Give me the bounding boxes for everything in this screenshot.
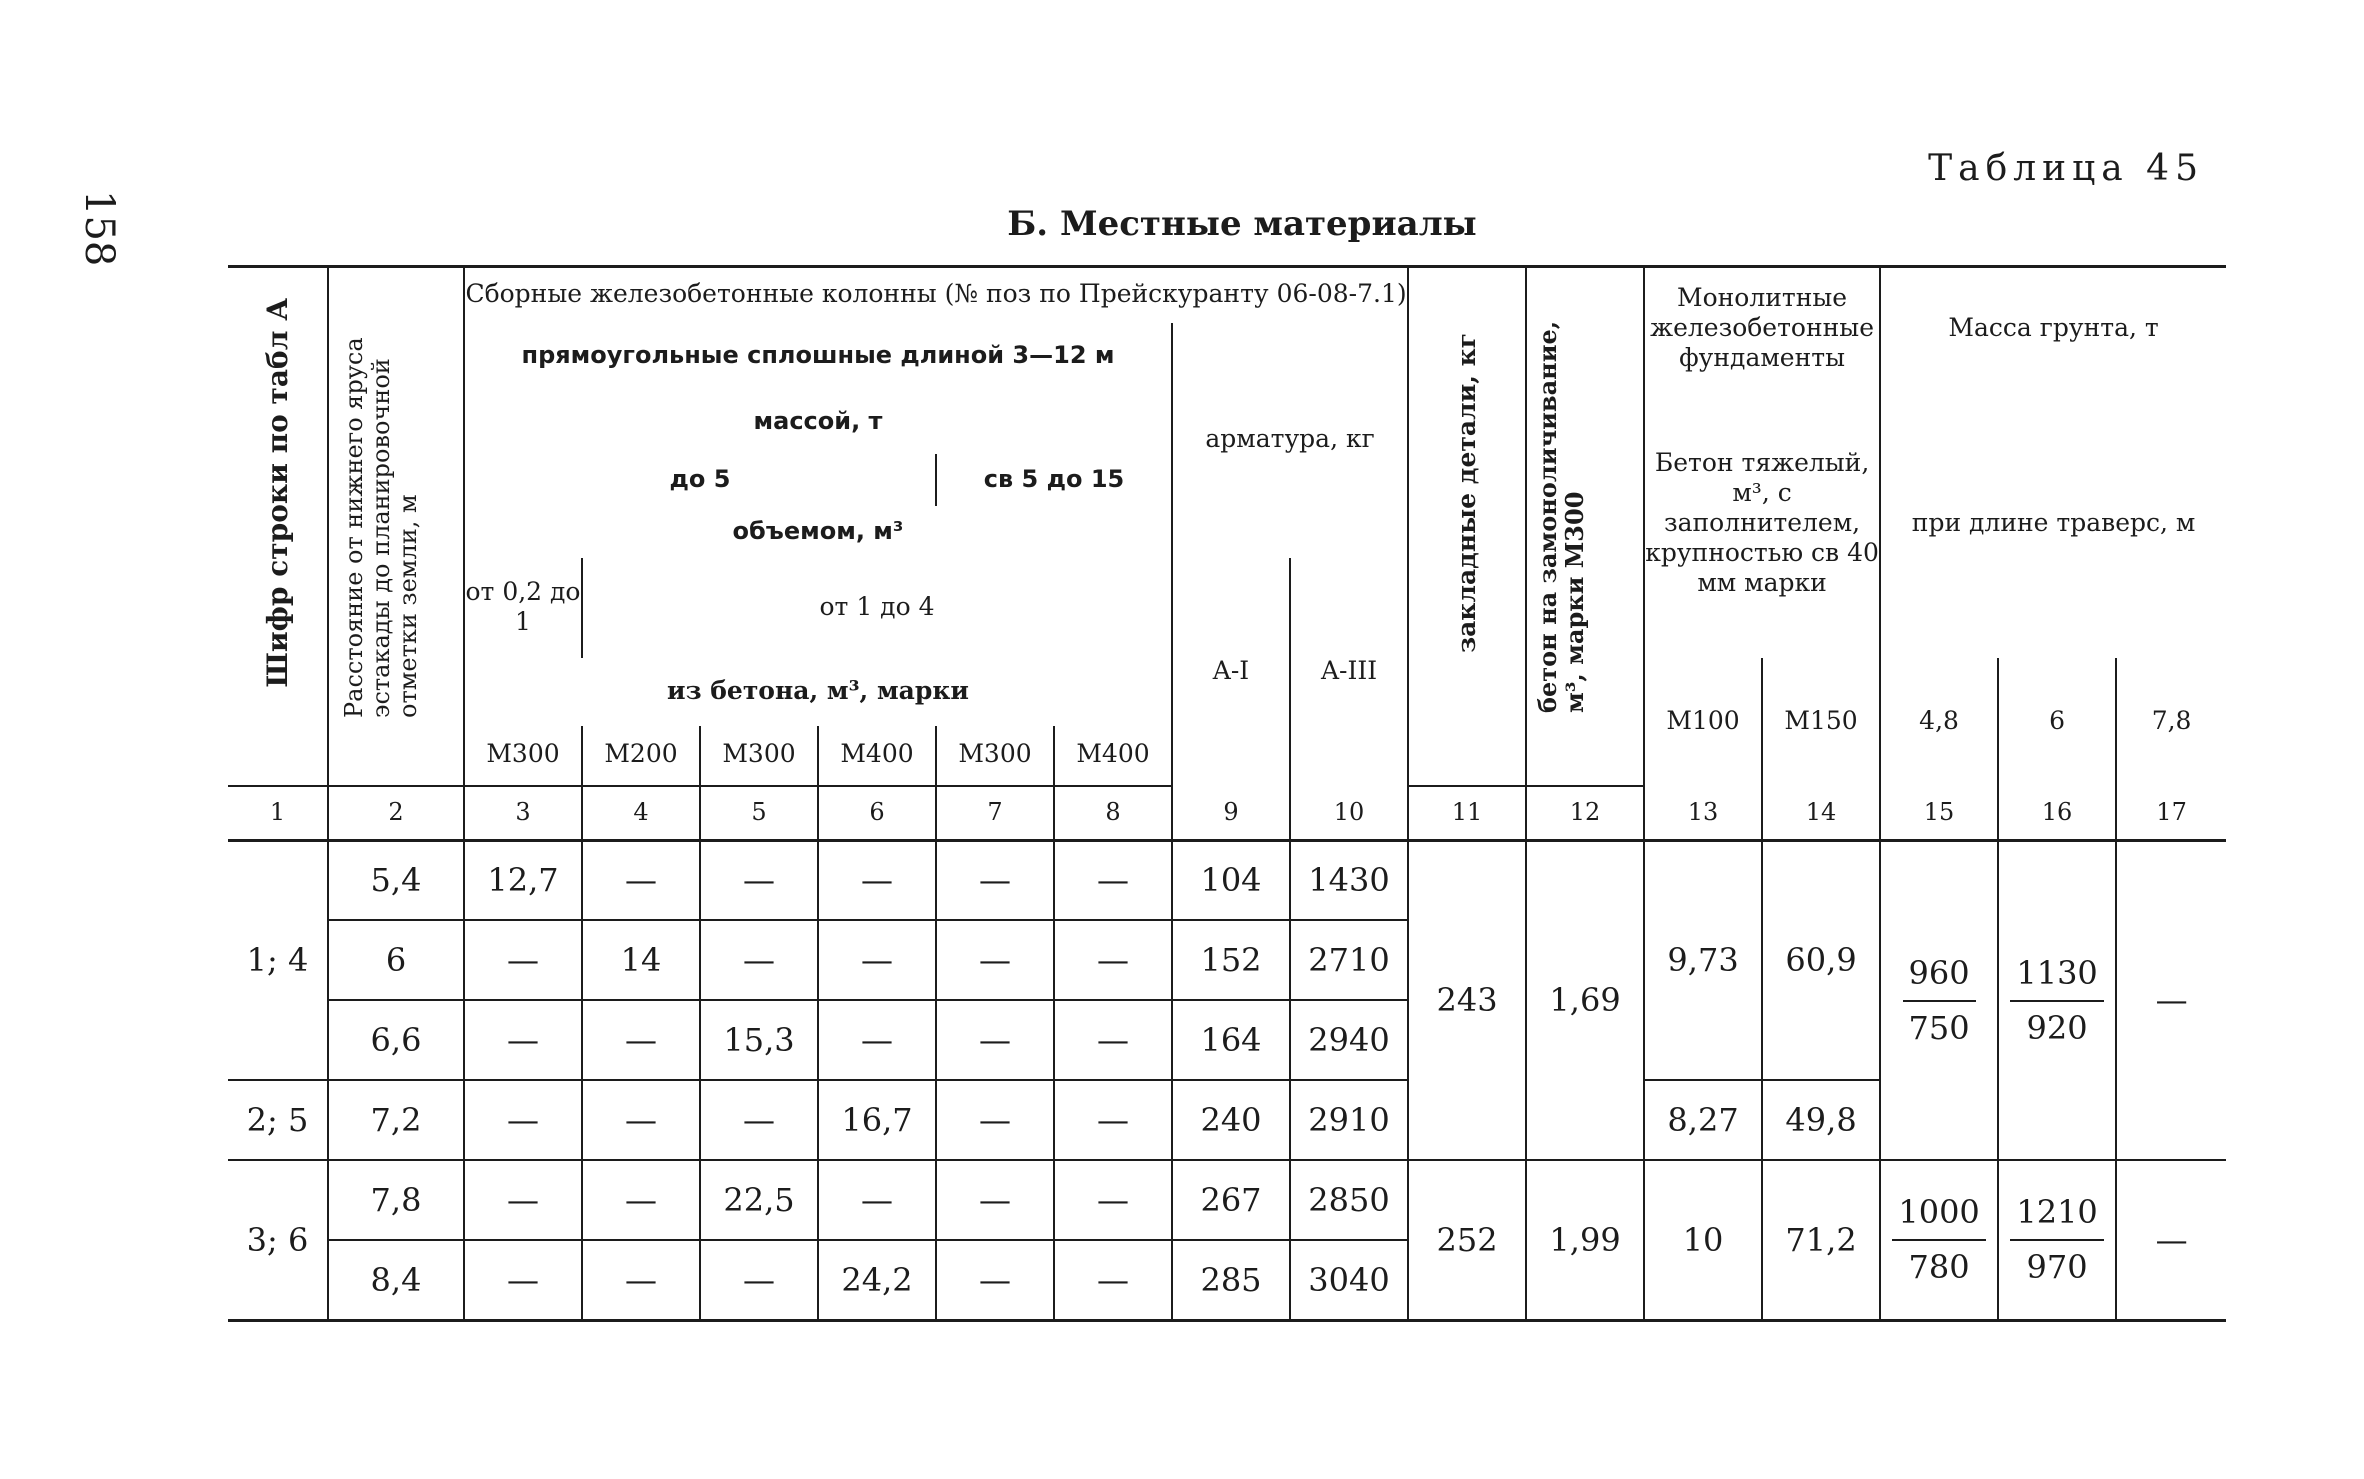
header-from1to4: от 1 до 4 — [582, 558, 1172, 658]
soil-78-cell: — — [2116, 1160, 2226, 1320]
soil-fraction: $\frac{1210}{970}$ — [2010, 1194, 2103, 1286]
value-cell: — — [1054, 1080, 1172, 1160]
value-cell: — — [464, 1240, 582, 1320]
value-cell: — — [582, 1080, 700, 1160]
column-number: 3 — [464, 786, 582, 841]
header-row-code: Шифр строки по табл А — [228, 267, 328, 726]
value-cell: — — [1054, 1000, 1172, 1080]
header-traverse-48: 4,8 — [1880, 658, 1998, 786]
column-number: 8 — [1054, 786, 1172, 841]
header-concrete-grade: из бетона, м³, марки — [464, 658, 1172, 726]
m150-cell: 60,9 — [1762, 840, 1880, 1080]
header-soil-mass: Масса грунта, т — [1880, 267, 2226, 391]
soil-48-cell — [1880, 840, 1998, 1160]
embedded-cell: 252 — [1408, 1160, 1526, 1320]
header-volume: объемом, м³ — [464, 506, 1172, 558]
column-number: 12 — [1526, 786, 1644, 841]
header-grade: М300 — [700, 726, 818, 786]
rebar-a1-cell: 267 — [1172, 1160, 1290, 1240]
rebar-a1-cell: 240 — [1172, 1080, 1290, 1160]
column-number: 11 — [1408, 786, 1526, 841]
column-number: 6 — [818, 786, 936, 841]
embedded-cell: 243 — [1408, 840, 1526, 1160]
value-cell: — — [936, 1000, 1054, 1080]
header-grade: М400 — [818, 726, 936, 786]
value-cell: — — [464, 1080, 582, 1160]
value-cell: — — [818, 840, 936, 920]
group-code: 2; 5 — [228, 1080, 328, 1160]
header-from02to1: от 0,2 до 1 — [464, 558, 582, 658]
column-number: 7 — [936, 786, 1054, 841]
header-columns-group: Сборные железобетонные колонны (№ поз по Прейскуранту 06-08-7.1) — [464, 267, 1408, 323]
soil-6-cell — [1998, 1160, 2116, 1320]
header-spacer — [228, 726, 328, 786]
value-cell: — — [464, 1000, 582, 1080]
header-upto5: до 5 — [464, 454, 936, 506]
value-cell: — — [936, 920, 1054, 1000]
value-cell: 14 — [582, 920, 700, 1000]
header-grade: М300 — [464, 726, 582, 786]
soil-6-cell — [1998, 840, 2116, 1160]
column-number: 2 — [328, 786, 464, 841]
header-grade: М400 — [1054, 726, 1172, 786]
header-spacer — [328, 726, 464, 786]
column-number: 9 — [1172, 786, 1290, 841]
value-cell: 22,5 — [700, 1160, 818, 1240]
value-cell: — — [1054, 840, 1172, 920]
header-heavy-concrete: Бетон тяжелый, м³, с заполнителем, крупностью св 40 мм марки — [1644, 390, 1880, 658]
value-cell: — — [700, 1080, 818, 1160]
column-number: 17 — [2116, 786, 2226, 841]
value-cell: — — [818, 1000, 936, 1080]
value-cell: — — [936, 1160, 1054, 1240]
table-label: Таблица 45 — [1928, 148, 2204, 189]
distance-cell: 6 — [328, 920, 464, 1000]
header-from5to15: св 5 до 15 — [936, 454, 1172, 506]
header-a3: A-III — [1290, 558, 1408, 786]
value-cell: — — [700, 1240, 818, 1320]
header-monolith-concrete: бетон на замоноличивание, м³, марки М300 — [1526, 267, 1644, 726]
soil-fraction: $\frac{1000}{780}$ — [1892, 1194, 1985, 1286]
header-traverse-78: 7,8 — [2116, 658, 2226, 786]
page-number: 158 — [76, 190, 122, 267]
header-foundations: Монолитные железобетонные фундаменты — [1644, 267, 1880, 391]
soil-fraction: $\frac{960}{750}$ — [1903, 955, 1976, 1047]
column-number: 15 — [1880, 786, 1998, 841]
header-grade-m150: М150 — [1762, 658, 1880, 786]
rebar-a3-cell: 3040 — [1290, 1240, 1408, 1320]
header-distance: Расстояние от нижнего яруса эстакады до планировочной отметки земли, м — [328, 267, 464, 726]
m100-cell: 8,27 — [1644, 1080, 1762, 1160]
soil-fraction: $\frac{1130}{920}$ — [2010, 955, 2103, 1047]
section-title: Б. Местные материалы — [1007, 204, 1477, 244]
header-a1: A-I — [1172, 558, 1290, 786]
column-number: 14 — [1762, 786, 1880, 841]
rebar-a3-cell: 2910 — [1290, 1080, 1408, 1160]
value-cell: — — [582, 1160, 700, 1240]
m150-cell: 49,8 — [1762, 1080, 1880, 1160]
distance-cell: 5,4 — [328, 840, 464, 920]
header-rect: прямоугольные сплошные длиной 3—12 м — [464, 323, 1172, 391]
column-number: 13 — [1644, 786, 1762, 841]
value-cell: — — [936, 1240, 1054, 1320]
header-rebar: арматура, кг — [1172, 323, 1408, 559]
rebar-a3-cell: 1430 — [1290, 840, 1408, 920]
rebar-a1-cell: 164 — [1172, 1000, 1290, 1080]
value-cell: — — [582, 1000, 700, 1080]
rebar-a1-cell: 285 — [1172, 1240, 1290, 1320]
column-number: 4 — [582, 786, 700, 841]
materials-table — [228, 265, 2226, 1322]
header-spacer — [1526, 726, 1644, 786]
rebar-a1-cell: 104 — [1172, 840, 1290, 920]
value-cell: — — [936, 840, 1054, 920]
group-code: 3; 6 — [228, 1160, 328, 1320]
rebar-a3-cell: 2850 — [1290, 1160, 1408, 1240]
value-cell: — — [936, 1080, 1054, 1160]
header-embedded: закладные детали, кг — [1408, 267, 1526, 726]
value-cell: — — [700, 840, 818, 920]
value-cell: 12,7 — [464, 840, 582, 920]
value-cell: 24,2 — [818, 1240, 936, 1320]
group-code: 1; 4 — [228, 840, 328, 1080]
column-number: 10 — [1290, 786, 1408, 841]
value-cell: — — [1054, 920, 1172, 1000]
distance-cell: 6,6 — [328, 1000, 464, 1080]
header-traverse-6: 6 — [1998, 658, 2116, 786]
column-number: 5 — [700, 786, 818, 841]
distance-cell: 7,8 — [328, 1160, 464, 1240]
distance-cell: 8,4 — [328, 1240, 464, 1320]
soil-78-cell: — — [2116, 840, 2226, 1160]
column-number: 16 — [1998, 786, 2116, 841]
value-cell: — — [464, 920, 582, 1000]
m150-cell: 71,2 — [1762, 1160, 1880, 1320]
rebar-a1-cell: 152 — [1172, 920, 1290, 1000]
value-cell: 15,3 — [700, 1000, 818, 1080]
value-cell: — — [582, 1240, 700, 1320]
column-number: 1 — [228, 786, 328, 841]
m100-cell: 10 — [1644, 1160, 1762, 1320]
value-cell: 16,7 — [818, 1080, 936, 1160]
monolith-cell: 1,99 — [1526, 1160, 1644, 1320]
distance-cell: 7,2 — [328, 1080, 464, 1160]
header-grade: М300 — [936, 726, 1054, 786]
value-cell: — — [700, 920, 818, 1000]
header-grade-m100: М100 — [1644, 658, 1762, 786]
header-mass: массой, т — [464, 390, 1172, 454]
rebar-a3-cell: 2710 — [1290, 920, 1408, 1000]
rebar-a3-cell: 2940 — [1290, 1000, 1408, 1080]
header-traverse-length: при длине траверс, м — [1880, 390, 2226, 658]
value-cell: — — [818, 920, 936, 1000]
m100-cell: 9,73 — [1644, 840, 1762, 1080]
value-cell: — — [1054, 1160, 1172, 1240]
value-cell: — — [818, 1160, 936, 1240]
header-spacer — [1408, 726, 1526, 786]
value-cell: — — [1054, 1240, 1172, 1320]
monolith-cell: 1,69 — [1526, 840, 1644, 1160]
soil-48-cell — [1880, 1160, 1998, 1320]
value-cell: — — [464, 1160, 582, 1240]
header-grade: М200 — [582, 726, 700, 786]
value-cell: — — [582, 840, 700, 920]
